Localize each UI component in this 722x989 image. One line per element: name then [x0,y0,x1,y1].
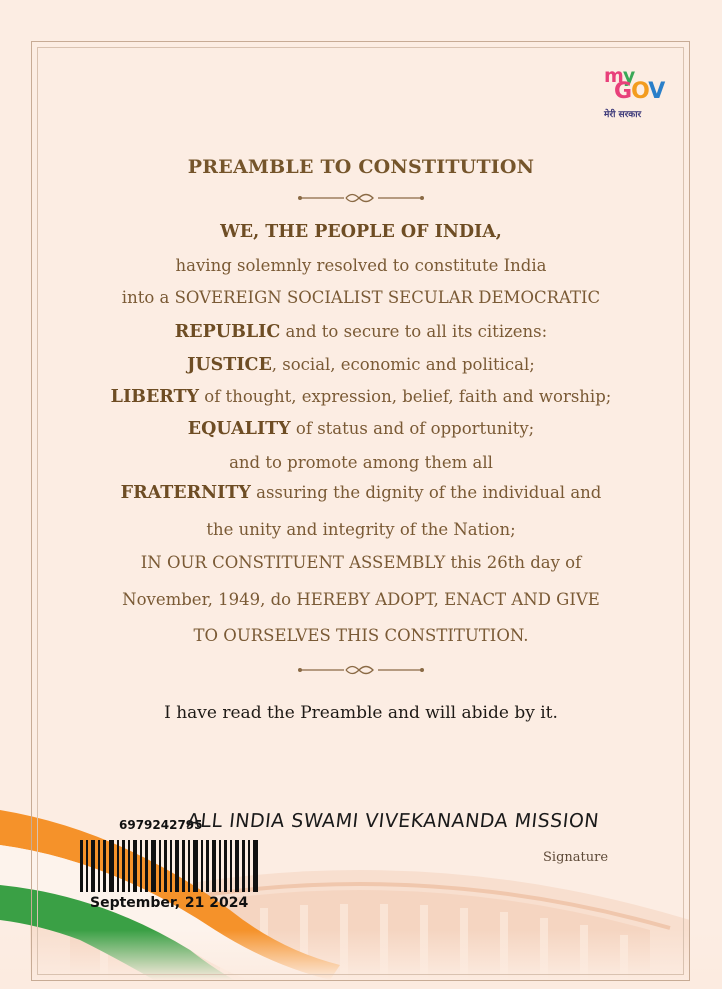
line-text: and to secure to all its citizens: [280,322,548,341]
preamble-line [0,387,722,407]
line-bold: REPUBLIC [174,322,281,342]
signatory-name: ALL INDIA SWAMI VIVEKANANDA MISSION [185,810,601,832]
ornament-divider-top [296,191,426,205]
barcode [80,840,260,892]
line-text: having solemnly resolved to constitute India [175,256,547,275]
line-bold: WE, THE PEOPLE OF INDIA, [220,222,502,242]
preamble-line [0,553,722,573]
page-title: PREAMBLE TO CONSTITUTION [187,156,535,178]
line-text: IN OUR CONSTITUENT ASSEMBLY this 26th day of [140,553,582,572]
line-text: November, 1949, do HEREBY ADOPT, ENACT AND GIVE [122,590,600,609]
preamble-line [0,355,722,375]
line-text: and to promote among them all [229,453,493,472]
line-text: of thought, expression, belief, faith and worship; [199,387,612,406]
line-bold: FRATERNITY [120,483,251,503]
line-bold: EQUALITY [187,419,291,439]
certificate-serial: 6979242795 [119,818,203,832]
line-text: TO OURSELVES THIS CONSTITUTION. [193,626,529,645]
preamble-line [0,419,722,439]
preamble-line [0,483,722,503]
preamble-line [0,256,722,276]
preamble-line [0,322,722,342]
logo-tagline: मेरी सरकार [604,110,642,120]
logo-gov: GOV [614,79,665,104]
preamble-line [0,626,722,646]
line-bold: JUSTICE [187,355,272,375]
preamble-line [0,453,722,473]
line-text: the unity and integrity of the Nation; [206,520,516,539]
certificate-date: September, 21 2024 [90,895,249,911]
preamble-line [0,222,722,242]
signature-label: Signature [543,850,609,865]
mygov-logo [600,66,672,122]
ornament-divider-bottom [296,663,426,677]
preamble-line [0,520,722,540]
pledge-statement: I have read the Preamble and will abide by it. [164,703,558,723]
line-text: assuring the dignity of the individual and [250,483,602,502]
line-bold: LIBERTY [110,387,200,407]
line-text: of status and of opportunity; [290,419,535,438]
logo-my: my [604,65,635,87]
line-text: into a SOVEREIGN SOCIALIST SECULAR DEMOCRATIC [121,288,601,307]
line-text: , social, economic and political; [271,355,535,374]
preamble-line [0,288,722,308]
border-inner [37,47,684,975]
preamble-line [0,590,722,610]
